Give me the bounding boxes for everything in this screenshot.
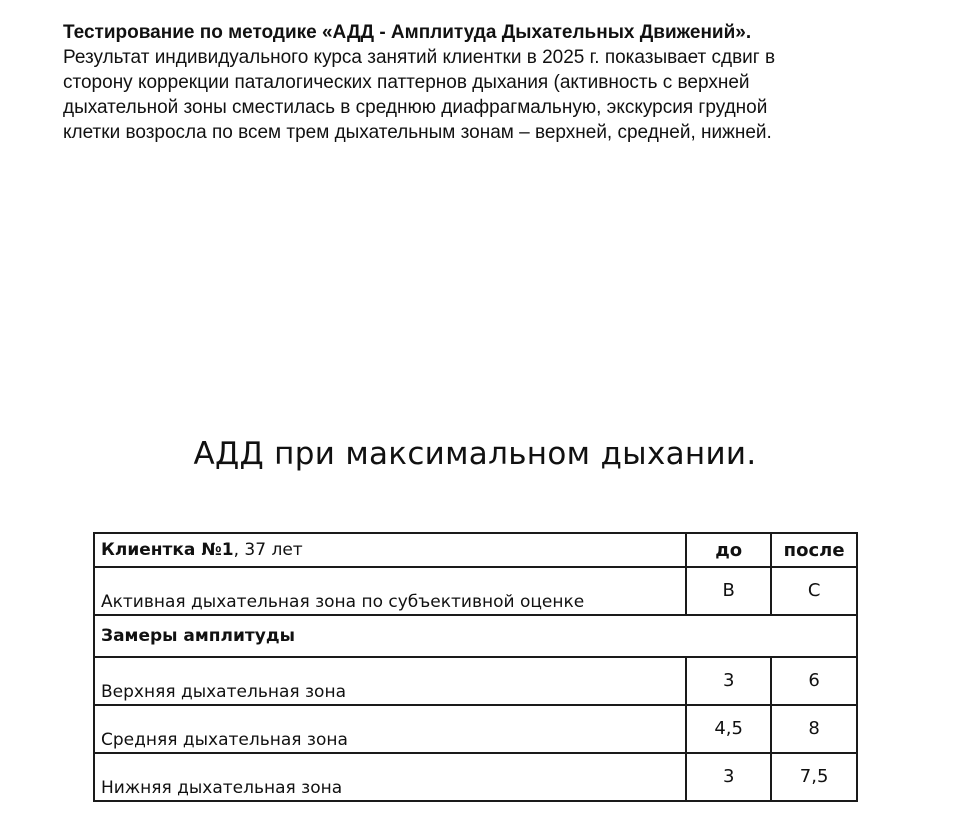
table-header-row [94, 533, 857, 567]
intro-heading: Тестирование по методике «АДД - Амплитуда Дыхательных Движений». [63, 22, 752, 43]
row-after: 7,5 [771, 753, 857, 801]
client-age: , 37 лет [233, 540, 303, 560]
row-before: 3 [686, 657, 771, 705]
measurements-heading: Замеры амплитуды [94, 615, 857, 657]
row-after: 8 [771, 705, 857, 753]
row-label: Верхняя дыхательная зона [94, 657, 686, 705]
active-zone-after: С [771, 567, 857, 615]
active-zone-label: Активная дыхательная зона по субъективной оценке [94, 567, 686, 615]
intro-text [63, 20, 923, 145]
client-label: Клиентка №1 [101, 540, 234, 560]
row-label: Нижняя дыхательная зона [94, 753, 686, 801]
row-before: 4,5 [686, 705, 771, 753]
intro-line: клетки возросла по всем трем дыхательным зонам – верхней, средней, нижней. [63, 122, 772, 143]
intro-line: сторону коррекции паталогических паттернов дыхания (активность с верхней [63, 72, 750, 93]
measurements-heading-row [94, 615, 857, 657]
client-cell [94, 533, 686, 567]
active-zone-before: В [686, 567, 771, 615]
results-table [93, 532, 858, 802]
table-row [94, 753, 857, 801]
col-before-header: до [686, 533, 771, 567]
section-title: АДД при максимальном дыхании. [193, 436, 757, 472]
intro-line: дыхательной зоны сместилась в среднюю диафрагмальную, экскурсия грудной [63, 97, 768, 118]
row-label: Средняя дыхательная зона [94, 705, 686, 753]
table-row [94, 705, 857, 753]
table-row [94, 567, 857, 615]
table-row [94, 657, 857, 705]
intro-line: Результат индивидуального курса занятий клиентки в 2025 г. показывает сдвиг в [63, 47, 776, 68]
col-after-header: после [771, 533, 857, 567]
row-after: 6 [771, 657, 857, 705]
row-before: 3 [686, 753, 771, 801]
